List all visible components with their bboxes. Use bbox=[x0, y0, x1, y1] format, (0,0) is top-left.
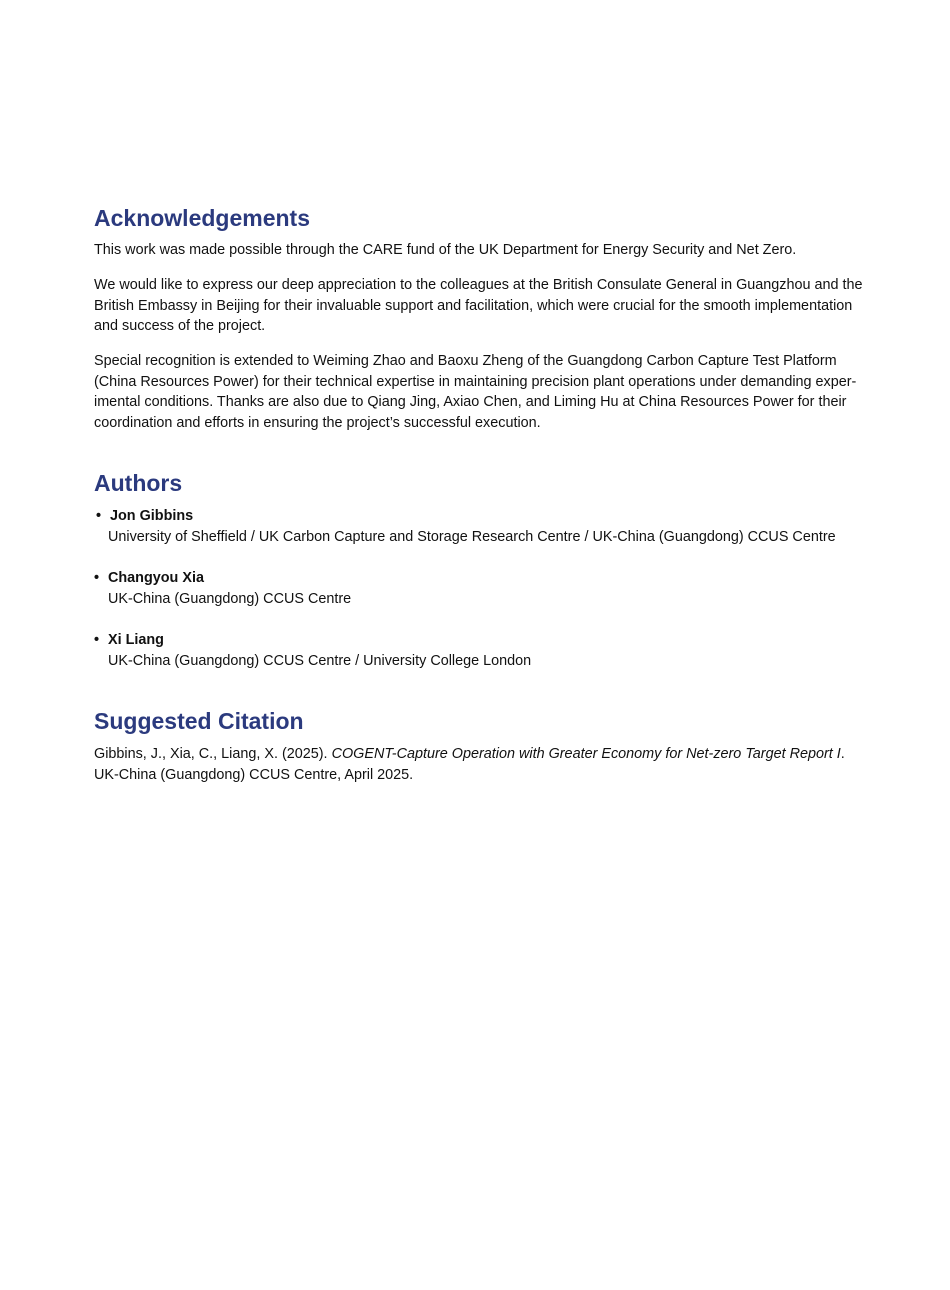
author-name: Xi Liang bbox=[108, 632, 164, 648]
citation-report-title: COGENT-Capture Operation with Greater Economy for Net-zero Target Report I bbox=[331, 746, 841, 762]
acknowledgements-paragraph-2: We would like to express our deep appreciation to the colleagues at the British Consulate General in Guangzhou and the British Embassy in Beijing for their invaluable support and facilitation, which were crucial for the smooth implementation and success of the project. bbox=[94, 277, 863, 335]
bullet-icon: • bbox=[96, 508, 102, 524]
acknowledgements-heading: Acknowledgements bbox=[94, 205, 310, 231]
citation-text bbox=[94, 744, 864, 785]
bullet-icon: • bbox=[94, 632, 100, 648]
author-name: Jon Gibbins bbox=[110, 508, 194, 524]
author-name: Changyou Xia bbox=[108, 570, 204, 586]
acknowledgements-paragraph-1: This work was made possible through the CARE fund of the UK Department for Energy Security and Net Zero. bbox=[94, 242, 797, 258]
bullet-icon: • bbox=[94, 570, 100, 586]
authors-heading: Authors bbox=[94, 470, 183, 496]
acknowledgements-paragraph-3: Special recognition is extended to Weiming Zhao and Baoxu Zheng of the Guangdong Carbon Capture Test Platform (China Resources Power) for their technical expertise in maintaining precision plant operations under demanding exper-imental conditions. Thanks are also due to Qiang Jing, Axiao Chen, and Liming Hu at China Resources Power for their coordination and efforts in ensuring the project’s successful execution. bbox=[94, 353, 857, 432]
author-affiliation: UK-China (Guangdong) CCUS Centre / University College London bbox=[108, 652, 532, 669]
citation-heading: Suggested Citation bbox=[94, 708, 304, 734]
author-affiliation: University of Sheffield / UK Carbon Capture and Storage Research Centre / UK-China (Guangdong) CCUS Centre bbox=[108, 528, 836, 545]
citation-authors: Gibbins, J., Xia, C., Liang, X. (2025). bbox=[94, 746, 332, 762]
author-affiliation: UK-China (Guangdong) CCUS Centre bbox=[108, 590, 352, 607]
citation-publisher: . UK-China (Guangdong) CCUS Centre, April 2025. bbox=[94, 746, 845, 783]
